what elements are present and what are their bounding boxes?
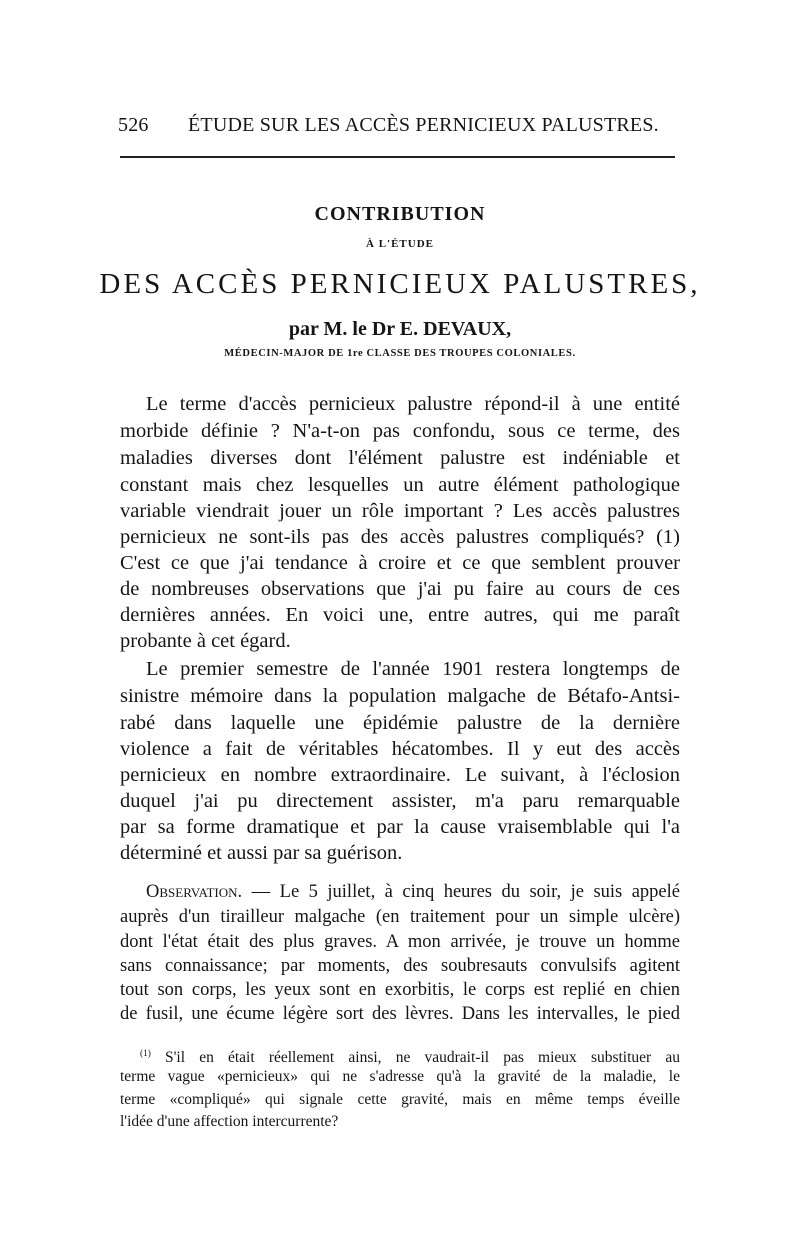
paragraph-2-line: sinistre mémoire dans la population malgache de Bétafo-Antsi- [120, 685, 680, 707]
author-byline: par M. le Dr E. DEVAUX, [288, 318, 512, 340]
running-header [118, 114, 678, 137]
paragraph-2-line: violence a fait de véritables hécatombes. Il y eut des accès [120, 738, 680, 760]
observation-line: sans connaissance; par moments, des soubresauts convulsifs agitent [120, 956, 680, 976]
article-title-line-3: DES ACCÈS PERNICIEUX PALUSTRES, [99, 268, 701, 300]
paragraph-1-line: de nombreuses observations que j'ai pu faire au cours de ces [120, 578, 680, 600]
article-title-line-1: CONTRIBUTION [314, 203, 486, 225]
paragraph-2-line: Le premier semestre de l'année 1901 restera longtemps de [146, 658, 680, 680]
paragraph-2-line: déterminé et aussi par sa guérison. [120, 842, 403, 864]
running-title: ÉTUDE SUR LES ACCÈS PERNICIEUX PALUSTRES. [188, 114, 659, 136]
header-rule [120, 156, 675, 158]
paragraph-1-line: pernicieux ne sont-ils pas des accès palustres compliqués? (1) [120, 526, 680, 548]
observation-line: tout son corps, les yeux sont en exorbitis, le corps est replié en chien [120, 980, 680, 1000]
paragraph-1-line: morbide définie ? N'a-t-on pas confondu, sous ce terme, des [120, 420, 680, 442]
observation-line: dont l'état était des plus graves. A mon arrivée, je trouve un homme [120, 932, 680, 952]
paragraph-1-line: constant mais chez lesquelles un autre élément pathologique [120, 474, 680, 496]
author-rank: MÉDECIN-MAJOR DE 1re CLASSE DES TROUPES COLONIALES. [224, 348, 576, 359]
paragraph-1-line: dernières années. En voici une, entre autres, qui me paraît [120, 604, 680, 626]
observation-first-line [146, 880, 680, 904]
observation-label: Observation. [146, 882, 243, 902]
paragraph-2-line: par sa forme dramatique et par la cause vraisemblable qui l'a [120, 816, 680, 838]
observation-text: — Le 5 juillet, à cinq heures du soir, je suis appelé [251, 882, 680, 902]
footnote-first-line [140, 1043, 680, 1065]
footnote-text: S'il en était réellement ainsi, ne vaudrait-il pas mieux substituer au [165, 1049, 681, 1067]
footnote-marker: (1) [140, 1049, 151, 1059]
footnote-line: l'idée d'une affection intercurrente? [120, 1113, 339, 1130]
paragraph-1-line: probante à cet égard. [120, 630, 291, 652]
paragraph-1-line: Le terme d'accès pernicieux palustre répond-il à une entité [146, 393, 680, 415]
paragraph-1-line: variable viendrait jouer un rôle important ? Les accès palustres [120, 500, 680, 522]
article-title-line-2: À L'ÉTUDE [366, 238, 434, 250]
observation-line: de fusil, une écume légère sort des lèvres. Dans les intervalles, le pied [120, 1004, 680, 1024]
page-number: 526 [118, 114, 149, 136]
footnote-line: terme «compliqué» qui signale cette gravité, mais en même temps éveille [120, 1091, 680, 1108]
footnote-line: terme vague «pernicieux» qui ne s'adresse qu'à la gravité de la maladie, le [120, 1068, 680, 1085]
paragraph-2-line: rabé dans laquelle une épidémie palustre de la dernière [120, 712, 680, 734]
paragraph-1-line: C'est ce que j'ai tendance à croire et ce que semblent prouver [120, 552, 680, 574]
paragraph-2-line: duquel j'ai pu directement assister, m'a paru remarquable [120, 790, 680, 812]
paragraph-2-line: pernicieux en nombre extraordinaire. Le suivant, à l'éclosion [120, 764, 680, 786]
paragraph-1-line: maladies diverses dont l'élément palustre est indéniable et [120, 447, 680, 469]
observation-line: auprès d'un tirailleur malgache (en traitement pour un simple ulcère) [120, 907, 680, 927]
